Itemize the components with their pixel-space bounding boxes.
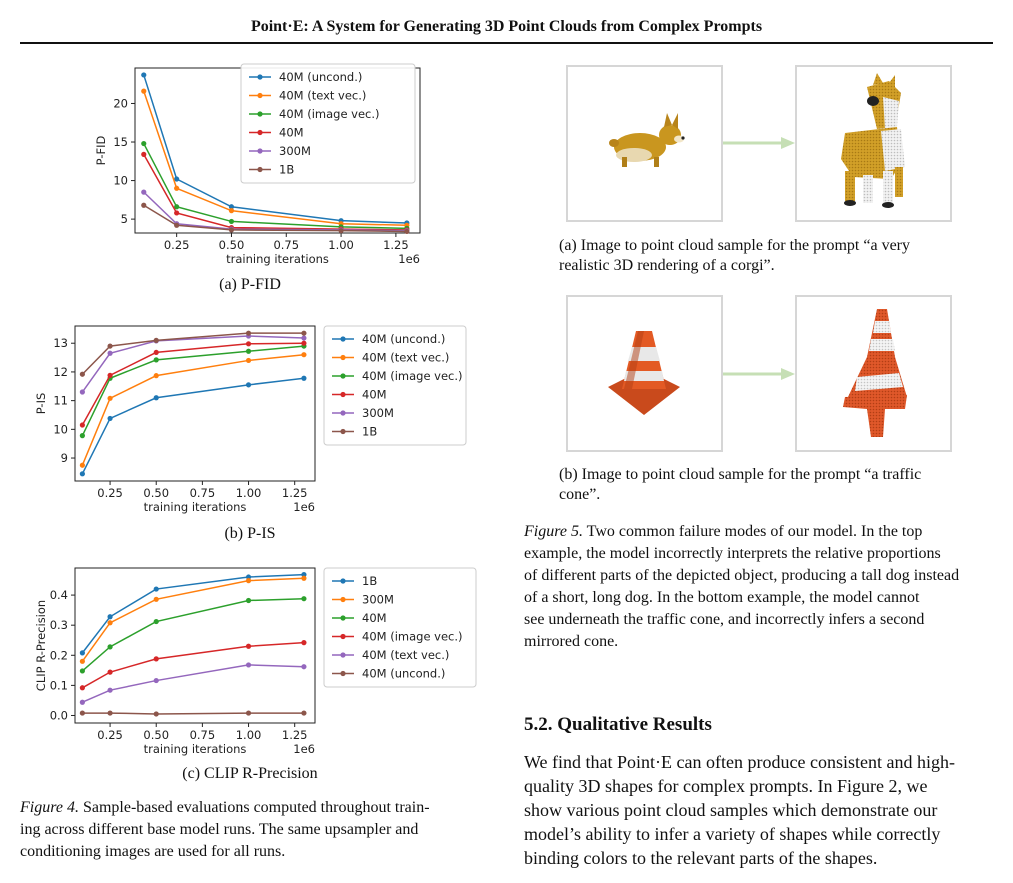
figure4-caption-line: Sample-based evaluations computed throughout train- [82, 799, 430, 816]
y-tick-label: 9 [60, 451, 68, 466]
legend-marker [340, 429, 345, 434]
data-point [154, 357, 159, 362]
data-point [80, 389, 85, 394]
x-axis-offset-label: 1e6 [398, 252, 420, 266]
data-point [246, 644, 251, 649]
data-point [246, 578, 251, 583]
data-point [80, 372, 85, 377]
figure5-caption-line: Two common failure modes of our model. In the top [586, 523, 923, 540]
legend-marker [340, 634, 345, 639]
page-header-title: Point·E: A System for Generating 3D Point Clouds from Complex Prompts [250, 18, 763, 35]
data-point [301, 341, 306, 346]
y-tick-label: 10 [53, 422, 68, 437]
cone-point-cloud-image [795, 295, 952, 452]
data-point [301, 664, 306, 669]
data-point [141, 141, 146, 146]
figure5-caption-line: example, the model incorrectly interprets the relative proportions [524, 545, 941, 562]
x-tick-label: 0.50 [218, 238, 245, 252]
y-tick-label: 5 [120, 212, 128, 227]
pfid-chart [20, 58, 500, 268]
data-point [246, 662, 251, 667]
arrow-right-icon [723, 135, 795, 156]
data-point [246, 710, 251, 715]
data-point [80, 685, 85, 690]
clip-chart [20, 560, 500, 760]
legend-label: 300M [362, 406, 394, 420]
data-point [80, 463, 85, 468]
corgi-input-image [566, 65, 723, 222]
x-tick-label: 0.75 [189, 486, 216, 500]
data-point [107, 710, 112, 715]
series-line [82, 599, 304, 671]
legend-marker [257, 74, 262, 79]
legend-marker [340, 336, 345, 341]
data-point [107, 373, 112, 378]
data-point [80, 659, 85, 664]
data-point [154, 678, 159, 683]
legend-label: 40M (text vec.) [362, 648, 450, 662]
series-line [82, 336, 304, 392]
legend-label: 1B [279, 162, 295, 177]
data-point [154, 619, 159, 624]
data-point [246, 598, 251, 603]
data-point [154, 597, 159, 602]
corgi-point-cloud-image [795, 65, 952, 222]
legend-label: 40M (image vec.) [362, 629, 463, 644]
data-point [301, 710, 306, 715]
legend-label: 40M (uncond.) [362, 666, 446, 681]
data-point [80, 433, 85, 438]
arrow-right-icon [723, 366, 795, 387]
y-tick-label: 11 [53, 393, 68, 408]
data-point [80, 471, 85, 476]
figure5-caption-line: of different parts of the depicted object, producing a tall dog instead [524, 567, 960, 584]
y-tick-label: 10 [113, 173, 128, 188]
figure5-subcaption-a [559, 236, 979, 276]
traffic-cone-point-cloud-render [843, 309, 907, 437]
y-tick-label: 0.3 [49, 618, 68, 633]
legend-marker [340, 355, 345, 360]
figure5-caption [524, 521, 994, 653]
x-tick-label: 0.50 [143, 486, 170, 500]
legend-marker [257, 167, 262, 172]
subcaption-pis: (b) P-IS [224, 525, 276, 542]
legend-label: 40M (uncond.) [279, 70, 363, 84]
x-axis-offset-label: 1e6 [293, 500, 315, 514]
x-tick-label: 0.75 [273, 238, 300, 252]
y-tick-label: 0.2 [49, 648, 68, 663]
corgi-render [609, 113, 685, 167]
y-tick-label: 15 [113, 135, 128, 150]
x-tick-label: 0.25 [97, 486, 123, 500]
y-tick-label: 0.4 [49, 588, 68, 603]
y-tick-label: 12 [53, 364, 68, 379]
data-point [107, 620, 112, 625]
legend-marker [340, 615, 345, 620]
legend-marker [340, 671, 345, 676]
data-point [301, 331, 306, 336]
y-axis-label: CLIP R-Precision [34, 599, 48, 692]
data-point [154, 711, 159, 716]
data-point [141, 89, 146, 94]
subcaption-clip: (c) CLIP R-Precision [182, 765, 318, 782]
cone-input-image [566, 295, 723, 452]
data-point [80, 700, 85, 705]
data-point [301, 376, 306, 381]
y-tick-label: 13 [53, 336, 68, 351]
y-tick-label: 0.1 [49, 678, 68, 693]
legend-label: 1B [362, 424, 378, 439]
x-axis-label: training iterations [143, 500, 247, 514]
data-point [174, 186, 179, 191]
subcaption-pfid: (a) P-FID [219, 276, 281, 293]
figure5-subcaption-a-line: (a) Image to point cloud sample for the prompt “a very [559, 237, 910, 254]
legend-marker [340, 392, 345, 397]
series-line [82, 578, 304, 661]
y-tick-label: 0.0 [49, 708, 68, 723]
legend-marker [257, 130, 262, 135]
data-point [229, 208, 234, 213]
x-tick-label: 0.25 [163, 238, 190, 252]
section-body-line: quality 3D shapes for complex prompts. In Figure 2, we [524, 776, 928, 796]
series-line [82, 346, 304, 436]
data-point [141, 72, 146, 77]
figure5-caption-line: of a short, long dog. In the bottom example, the model cannot [524, 589, 920, 606]
data-point [107, 396, 112, 401]
pis-chart [20, 318, 500, 518]
data-point [301, 335, 306, 340]
figure5-caption-line: mirrored cone. [524, 633, 619, 650]
section-body-line: show various point cloud samples which demonstrate our [524, 800, 938, 820]
data-point [338, 228, 343, 233]
legend-marker [340, 652, 345, 657]
legend-marker [340, 410, 345, 415]
figure5-subcaption-b-line: (b) Image to point cloud sample for the prompt “a traffic [559, 466, 922, 483]
section-body-line: model’s ability to infer a variety of shapes while correctly [524, 824, 941, 844]
figure4-caption [20, 797, 490, 863]
section-body-line: binding colors to the relevant parts of the shapes. [524, 848, 878, 868]
x-axis-label: training iterations [226, 252, 329, 266]
traffic-cone-render [608, 331, 680, 415]
data-point [154, 656, 159, 661]
figure5-label: Figure 5. [524, 523, 583, 540]
data-point [141, 203, 146, 208]
x-axis-label: training iterations [143, 742, 247, 756]
data-point [107, 416, 112, 421]
data-point [80, 668, 85, 673]
data-point [404, 229, 409, 234]
data-point [246, 358, 251, 363]
x-tick-label: 0.25 [97, 728, 123, 742]
legend-marker [257, 148, 262, 153]
legend-label: 40M [362, 611, 387, 625]
data-point [154, 586, 159, 591]
data-point [246, 331, 251, 336]
legend-label: 40M (text vec.) [362, 350, 450, 365]
data-point [107, 351, 112, 356]
corgi-point-cloud-render [841, 73, 905, 208]
data-point [301, 640, 306, 645]
data-point [107, 343, 112, 348]
legend-marker [340, 597, 345, 602]
legend-label: 40M (image vec.) [279, 107, 380, 121]
legend-label: 300M [362, 592, 394, 607]
data-point [141, 152, 146, 157]
figure4-caption-line: ing across different base model runs. The same upsampler and [20, 821, 419, 838]
y-axis-label: P-IS [34, 392, 48, 415]
series-line [82, 713, 304, 714]
data-point [154, 338, 159, 343]
data-point [301, 596, 306, 601]
section-title: 5.2. Qualitative Results [524, 714, 712, 735]
figure5-subcaption-b-line: cone”. [559, 486, 601, 503]
legend-label: 40M (text vec.) [279, 88, 367, 103]
y-tick-label: 20 [113, 96, 128, 111]
data-point [80, 422, 85, 427]
data-point [301, 352, 306, 357]
section-body-line: We find that Point·E can often produce consistent and high- [524, 752, 955, 772]
legend-label: 300M [279, 144, 311, 158]
data-point [246, 349, 251, 354]
data-point [246, 382, 251, 387]
legend-marker [340, 373, 345, 378]
x-tick-label: 1.00 [235, 486, 262, 500]
legend-marker [257, 93, 262, 98]
legend-label: 40M [362, 387, 387, 402]
legend-label: 40M (uncond.) [362, 332, 446, 346]
data-point [154, 395, 159, 400]
x-tick-label: 0.50 [143, 728, 170, 742]
data-point [154, 373, 159, 378]
x-tick-label: 1.00 [235, 728, 262, 742]
series-line [82, 343, 304, 425]
figure4-label: Figure 4. [20, 799, 79, 816]
figure4-caption-line: conditioning images are used for all runs. [20, 843, 286, 860]
data-point [246, 341, 251, 346]
legend-label: 40M [279, 125, 304, 140]
x-axis-offset-label: 1e6 [293, 742, 315, 756]
data-point [107, 688, 112, 693]
figure5-subcaption-a-line: realistic 3D rendering of a corgi”. [559, 257, 775, 274]
x-tick-label: 0.75 [189, 728, 216, 742]
section-body [524, 750, 994, 870]
header-rule [20, 42, 993, 44]
figure5-caption-line: see underneath the traffic cone, and incorrectly infers a second [524, 611, 925, 628]
series-line [82, 378, 304, 474]
data-point [107, 644, 112, 649]
data-point [229, 219, 234, 224]
data-point [80, 650, 85, 655]
legend-marker [340, 578, 345, 583]
figure5-subcaption-b [559, 465, 979, 505]
data-point [229, 227, 234, 232]
data-point [141, 190, 146, 195]
series-line [82, 355, 304, 466]
data-point [107, 614, 112, 619]
data-point [301, 576, 306, 581]
data-point [174, 210, 179, 215]
data-point [174, 223, 179, 228]
x-tick-label: 1.25 [281, 728, 308, 742]
x-tick-label: 1.25 [281, 486, 308, 500]
y-axis-label: P-FID [94, 135, 108, 166]
data-point [107, 670, 112, 675]
x-tick-label: 1.25 [383, 238, 409, 252]
legend-label: 40M (image vec.) [362, 369, 463, 383]
data-point [154, 350, 159, 355]
legend-label: 1B [362, 574, 378, 588]
x-tick-label: 1.00 [328, 238, 354, 252]
data-point [80, 710, 85, 715]
legend-marker [257, 111, 262, 116]
